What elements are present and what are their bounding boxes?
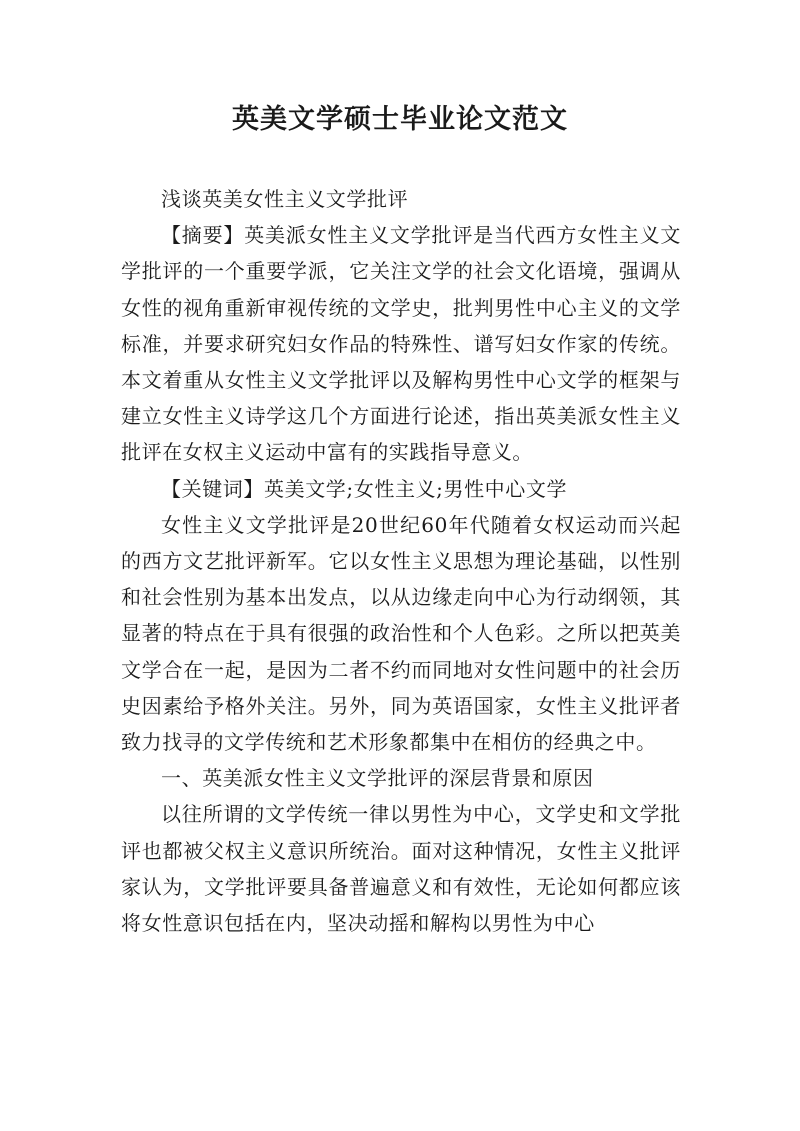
document-title: 英美文学硕士毕业论文范文	[232, 104, 568, 135]
intro-paragraph: 女性主义文学批评是20世纪60年代随着女权运动而兴起的西方文艺批评新军。它以女性主义思想为理论基础，以性别和社会性别为基本出发点，以从边缘走向中心为行动纲领，其显著的特点在于具有很强的政治性和个人色彩。之所以把英美文学合在一起，是因为二者不约而同地对女性问题中的社会历史因素给予格外关注。另外，同为英语国家，女性主义批评者致力找寻的文学传统和艺术形象都集中在相仿的经典之中。	[121, 512, 681, 755]
section-1-paragraph: 以往所谓的文学传统一律以男性为中心，文学史和文学批评也都被父权主义意识所统治。面对这种情况，女性主义批评家认为，文学批评要具备普遍意义和有效性，无论如何都应该将女性意识包括在内，坚决动摇和解构以男性为中心	[121, 802, 681, 936]
abstract-paragraph: 【摘要】英美派女性主义文学批评是当代西方女性主义文学批评的一个重要学派，它关注文学的社会文化语境，强调从女性的视角重新审视传统的文学史，批判男性中心主义的文学标准，并要求研究妇女作品的特殊性、谱写妇女作家的传统。本文着重从女性主义文学批评以及解构男性中心文学的框架与建立女性主义诗学这几个方面进行论述，指出英美派女性主义批评在女权主义运动中富有的实践指导意义。	[121, 223, 681, 465]
keywords-paragraph: 【关键词】英美文学;女性主义;男性中心文学	[161, 476, 568, 501]
document-body	[121, 181, 681, 941]
section-heading-1: 一、英美派女性主义文学批评的深层背景和原因	[161, 766, 594, 791]
article-subtitle: 浅谈英美女性主义文学批评	[161, 187, 409, 211]
